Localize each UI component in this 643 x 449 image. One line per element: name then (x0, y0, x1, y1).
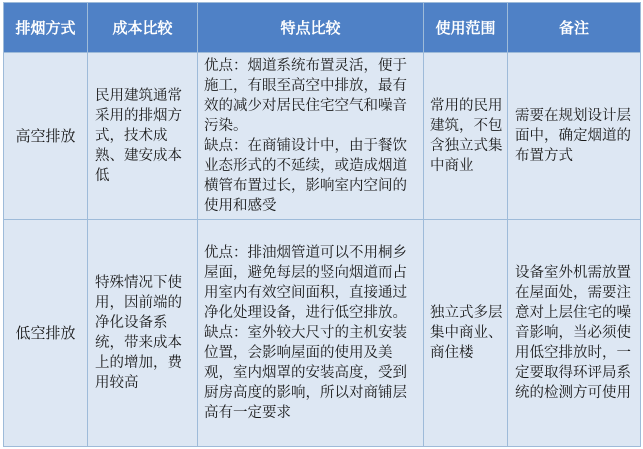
scope-cell: 常用的民用建筑，不包含独立式集中商业 (424, 53, 508, 220)
features-cell (198, 53, 424, 220)
note-cell: 设备室外机需放置在屋面处，需要注意对上层住宅的噪音影响，当必须使用低空排放时，一定要取得环评局系统的检测方可使用 (508, 220, 641, 447)
header-scope: 使用范围 (424, 3, 508, 53)
method-cell: 低空排放 (4, 220, 88, 447)
cost-cell: 特殊情况下使用，因前端的净化设备系统，带来成本上的增加，费用较高 (88, 220, 198, 447)
note-cell: 需要在规划设计层面中，确定烟道的布置方式 (508, 53, 641, 220)
header-note: 备注 (508, 3, 641, 53)
header-method: 排烟方式 (4, 3, 88, 53)
table-row (4, 220, 641, 447)
advantages-text: 优点：烟道系统布置灵活，便于施工，有眼至高空中排放，最有效的减少对居民住宅空气和噪音污染。 (204, 58, 407, 134)
disadvantages-text: 缺点：在商铺设计中，由于餐饮业态形式的不延续，或造成烟道横管布置过长，影响室内空间的使用和感受 (204, 138, 407, 214)
scope-cell: 独立式多层集中商业、商住楼 (424, 220, 508, 447)
table-row (4, 53, 641, 220)
disadvantages-text: 缺点：室外较大尺寸的主机安装位置，会影响屋面的使用及美观，室内烟罩的安装高度，受到厨房高度的影响，所以对商铺层高有一定要求 (204, 325, 407, 421)
header-features: 特点比较 (198, 3, 424, 53)
cost-cell: 民用建筑通常采用的排烟方式，技术成熟、建安成本低 (88, 53, 198, 220)
header-cost: 成本比较 (88, 3, 198, 53)
header-row (4, 3, 641, 53)
method-cell: 高空排放 (4, 53, 88, 220)
features-cell (198, 220, 424, 447)
advantages-text: 优点：排油烟管道可以不用桐乡屋面，避免每层的竖向烟道而占用室内有效空间面积，直接通过净化处理设备，进行低空排放。 (204, 245, 407, 321)
comparison-table (3, 2, 641, 447)
